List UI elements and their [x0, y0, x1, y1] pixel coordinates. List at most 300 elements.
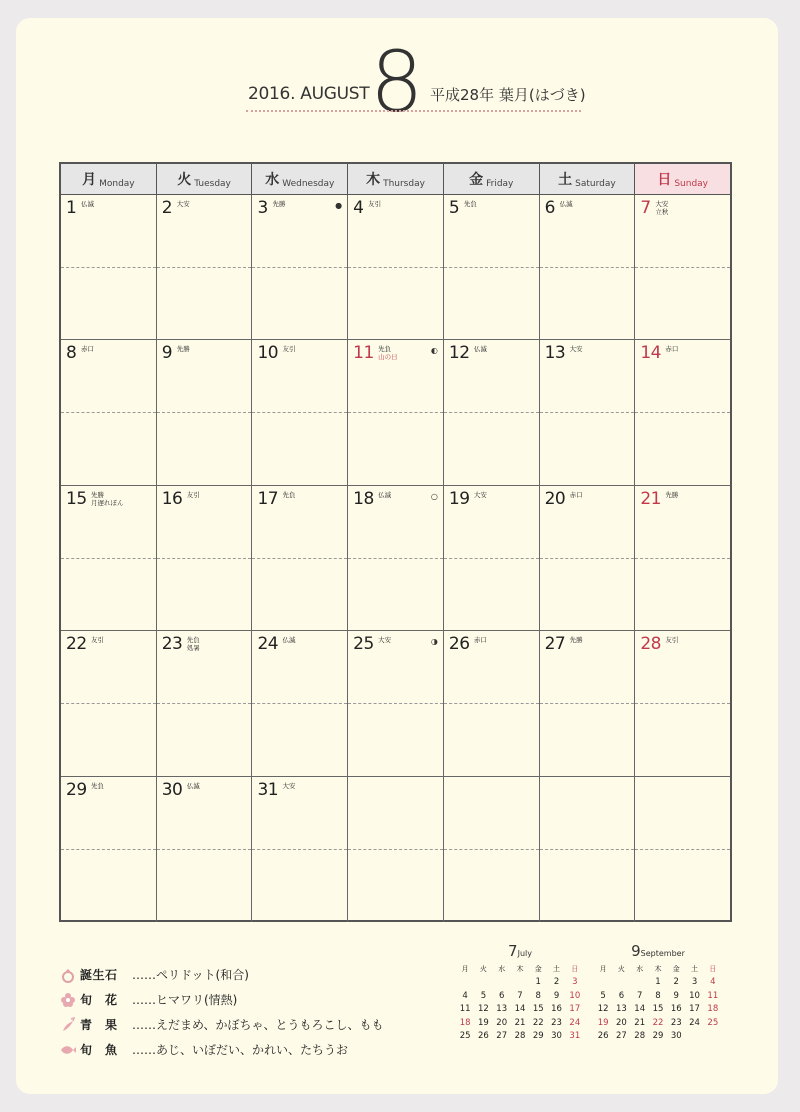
rokuyo-text: 友引 [186, 490, 200, 499]
day-cell-17[interactable] [252, 486, 348, 630]
memo-divider [540, 849, 635, 850]
rokuyo-label [655, 200, 668, 216]
weekday-kanji: 金 [469, 172, 484, 188]
mini-day [685, 1030, 703, 1044]
mini-day: 26 [597, 1031, 609, 1042]
rokuyo-label [665, 491, 678, 499]
mini-week-row [456, 976, 584, 990]
mini-day: 28 [634, 1031, 646, 1042]
calendar-page [16, 18, 778, 1094]
memo-divider [61, 267, 156, 268]
day-number: 22 [66, 634, 87, 655]
day-number: 1 [66, 198, 77, 218]
day-cell-26[interactable] [444, 631, 540, 775]
rokuyo-label [282, 345, 295, 353]
mini-weekday: 日 [571, 964, 579, 973]
mini-day: 22 [652, 1017, 664, 1028]
month-number: 8 [370, 33, 424, 131]
rokuyo-label [378, 345, 398, 361]
weekday-english: Thursday [383, 179, 425, 189]
weekday-english: Monday [99, 179, 135, 189]
day-number: 8 [66, 343, 77, 364]
week-rows [61, 195, 730, 920]
mini-day: 19 [478, 1017, 489, 1028]
memo-divider [61, 558, 156, 559]
ring-icon [60, 967, 76, 983]
rokuyo-label [665, 636, 678, 644]
mini-calendar-title [456, 942, 584, 962]
mini-day: 13 [616, 1004, 627, 1015]
mini-calendar-table [456, 962, 584, 1043]
memo-divider [157, 412, 252, 413]
info-row-3 [60, 1012, 400, 1037]
mini-week-row [456, 989, 584, 1003]
rokuyo-label [282, 782, 295, 790]
day-cell-13[interactable] [540, 340, 636, 484]
vegetable-icon [60, 1017, 76, 1033]
weekday-english: Wednesday [282, 179, 335, 189]
memo-divider [157, 849, 252, 850]
mini-week-row [594, 989, 722, 1003]
day-cell-24[interactable] [252, 631, 348, 775]
info-label: 青 果 [80, 1018, 118, 1032]
memo-divider [635, 558, 730, 559]
mini-header-row [456, 962, 584, 976]
empty-day-cell[interactable] [540, 777, 636, 922]
memo-divider [157, 558, 252, 559]
rokuyo-label [570, 636, 583, 644]
mini-day: 7 [517, 990, 523, 1001]
weekday-header-saturday [540, 164, 636, 194]
rokuyo-text: 先勝 [176, 345, 190, 354]
day-number: 23 [161, 634, 183, 655]
memo-divider [444, 558, 539, 559]
mini-day: 29 [652, 1031, 664, 1042]
day-number: 30 [161, 779, 183, 800]
mini-day: 5 [600, 990, 606, 1001]
day-number: 16 [161, 488, 183, 509]
day-number: 31 [257, 779, 279, 800]
day-number: 25 [353, 634, 374, 655]
rokuyo-text: 仏滅 [81, 200, 94, 208]
mini-day [594, 976, 612, 990]
day-number: 11 [353, 343, 374, 364]
mini-day: 3 [691, 977, 698, 988]
mini-day: 11 [707, 990, 719, 1001]
weekday-english: Sunday [674, 179, 709, 189]
rokuyo-text: 赤口 [473, 636, 487, 645]
rokuyo-label [187, 636, 200, 652]
memo-divider [348, 412, 443, 413]
rokuyo-text: 赤口 [81, 345, 94, 354]
mini-calendar-title [594, 942, 722, 962]
mini-month-name: September [640, 949, 685, 958]
memo-divider [252, 703, 347, 704]
mini-week-row [456, 1016, 584, 1030]
rokuyo-label [474, 491, 487, 499]
rokuyo-label [91, 782, 104, 790]
info-text: ……あじ、いぼだい、かれい、たちうお [132, 1043, 349, 1057]
mini-day: 12 [597, 1004, 609, 1015]
mini-day: 24 [569, 1017, 581, 1028]
day-cell-20[interactable] [540, 486, 636, 630]
mini-day [493, 976, 511, 990]
week-row [61, 777, 730, 922]
memo-divider [252, 558, 347, 559]
mini-day: 6 [498, 990, 505, 1001]
mini-day: 22 [532, 1017, 544, 1028]
rokuyo-label [91, 636, 104, 644]
rokuyo-label [91, 491, 124, 507]
weekday-kanji: 火 [177, 172, 192, 188]
rokuyo-text: 赤口 [569, 490, 583, 499]
day-cell-16[interactable] [157, 486, 253, 630]
day-cell-29[interactable] [61, 777, 157, 922]
mini-day [474, 976, 492, 990]
day-number: 26 [448, 634, 470, 655]
rokuyo-text: 先負 [378, 345, 392, 354]
mini-day: 25 [707, 1017, 719, 1028]
mini-weekday: 火 [617, 964, 625, 973]
day-note: 処暑 [186, 644, 200, 653]
mini-day: 4 [710, 977, 716, 988]
day-cell-2[interactable] [157, 195, 253, 339]
flower-icon-svg [60, 992, 76, 1008]
memo-divider [540, 412, 635, 413]
weekday-header-thursday [348, 164, 444, 194]
day-cell-23[interactable] [157, 631, 253, 775]
day-cell-11[interactable] [348, 340, 444, 484]
info-text: ……ヒマワリ(情熱) [132, 993, 238, 1007]
day-note: 月遅れぼん [91, 498, 124, 507]
mini-calendar-table [594, 962, 722, 1043]
vegetable-icon-svg [60, 1017, 76, 1033]
mini-week-row [594, 1030, 722, 1044]
day-number: 9 [161, 343, 173, 364]
day-cell-19[interactable] [444, 486, 540, 630]
day-number: 18 [353, 488, 374, 509]
info-text: ……えだまめ、かぼちゃ、とうもろこし、もも [132, 1018, 384, 1032]
mini-day: 12 [478, 1004, 489, 1015]
mini-month-number: 9 [631, 942, 641, 960]
mini-day: 13 [496, 1004, 508, 1015]
rokuyo-label [177, 345, 190, 353]
mini-day: 11 [459, 1004, 471, 1015]
day-number: 6 [544, 198, 555, 218]
mini-day: 30 [670, 1031, 682, 1042]
rokuyo-text: 仏滅 [186, 781, 200, 790]
mini-day: 27 [616, 1031, 627, 1042]
mini-day: 14 [514, 1004, 526, 1015]
rokuyo-label [474, 345, 487, 353]
mini-calendar-september [594, 942, 722, 1043]
week-row [61, 486, 730, 631]
memo-divider [540, 558, 635, 559]
mini-day: 5 [480, 990, 487, 1001]
mini-day: 2 [673, 977, 679, 988]
info-row-4 [60, 1037, 400, 1062]
day-note: 立秋 [655, 208, 669, 216]
day-cell-22[interactable] [61, 631, 157, 775]
rokuyo-label [282, 491, 295, 499]
day-number: 19 [448, 488, 470, 509]
rokuyo-label [378, 491, 391, 499]
day-cell-4[interactable] [348, 195, 444, 339]
day-cell-14[interactable] [635, 340, 730, 484]
day-cell-1[interactable] [61, 195, 157, 339]
mini-day: 26 [478, 1031, 489, 1042]
moon-phase-icon: ◐ [430, 346, 438, 356]
day-number: 2 [161, 198, 173, 218]
seasonal-info [60, 962, 400, 1062]
weekday-header-row [61, 164, 730, 195]
rokuyo-text: 先勝 [91, 490, 104, 499]
mini-weekday: 土 [553, 964, 561, 973]
rokuyo-text: 大安 [655, 200, 669, 208]
rokuyo-text: 大安 [569, 345, 583, 354]
memo-divider [444, 267, 539, 268]
day-cell-25[interactable] [348, 631, 444, 775]
dotted-divider [246, 110, 581, 112]
day-number: 17 [257, 488, 279, 509]
japanese-era-label: 平成28年 葉月(はづき) [430, 86, 586, 104]
rokuyo-text: 友引 [282, 345, 296, 354]
memo-divider [61, 703, 156, 704]
weekday-kanji: 日 [657, 172, 672, 188]
mini-day: 16 [551, 1004, 562, 1015]
week-row [61, 195, 730, 340]
rokuyo-text: 大安 [176, 200, 190, 208]
mini-weekday: 水 [498, 964, 506, 973]
memo-divider [252, 849, 347, 850]
mini-week-row [456, 1003, 584, 1017]
memo-divider [635, 703, 730, 704]
rokuyo-text: 先負 [186, 636, 200, 645]
mini-day: 17 [689, 1004, 700, 1015]
weekday-kanji: 月 [82, 172, 97, 188]
memo-divider [252, 412, 347, 413]
mini-day: 15 [532, 1004, 544, 1015]
mini-day: 21 [514, 1017, 526, 1028]
day-number: 13 [544, 343, 566, 364]
day-cell-27[interactable] [540, 631, 636, 775]
mini-week-row [594, 1003, 722, 1017]
day-number: 7 [640, 198, 651, 218]
rokuyo-text: 友引 [368, 200, 382, 208]
memo-divider [635, 849, 730, 850]
week-row [61, 340, 730, 485]
mini-day: 21 [634, 1017, 646, 1028]
mini-weekday: 木 [654, 964, 662, 973]
rokuyo-text: 仏滅 [473, 345, 487, 354]
memo-divider [540, 703, 635, 704]
mini-day: 9 [673, 990, 679, 1001]
rokuyo-label [81, 345, 94, 353]
flower-icon [60, 992, 76, 1008]
day-cell-7[interactable] [635, 195, 730, 339]
day-number: 4 [353, 198, 364, 218]
mini-calendar-july [456, 942, 584, 1043]
day-cell-30[interactable] [157, 777, 253, 922]
empty-day-cell[interactable] [635, 777, 730, 922]
ring-icon-svg [60, 967, 76, 983]
day-cell-3[interactable] [252, 195, 348, 339]
mini-week-row [456, 1030, 584, 1044]
mini-day [631, 976, 649, 990]
memo-divider [444, 849, 539, 850]
mini-day: 2 [553, 977, 560, 988]
weekday-kanji: 土 [558, 172, 573, 188]
empty-day-cell[interactable] [444, 777, 540, 922]
rokuyo-label [177, 200, 190, 208]
fish-icon [60, 1042, 76, 1058]
day-cell-5[interactable] [444, 195, 540, 339]
mini-week-row [594, 1016, 722, 1030]
empty-day-cell[interactable] [348, 777, 444, 922]
memo-divider [635, 412, 730, 413]
info-row-1 [60, 962, 400, 987]
mini-week-row [594, 976, 722, 990]
weekday-english: Saturday [575, 179, 616, 189]
rokuyo-label [272, 200, 285, 208]
rokuyo-label [378, 636, 391, 644]
mini-day: 16 [670, 1004, 682, 1015]
mini-header-row [594, 962, 722, 976]
mini-day: 30 [551, 1031, 562, 1042]
rokuyo-label [282, 636, 295, 644]
moon-phase-icon: ◑ [430, 637, 438, 647]
weekday-header-tuesday [157, 164, 253, 194]
mini-day: 15 [652, 1004, 664, 1015]
rokuyo-label [187, 491, 200, 499]
mini-day: 7 [636, 990, 643, 1001]
mini-day: 3 [572, 977, 578, 988]
rokuyo-label [368, 200, 381, 208]
day-number: 27 [544, 634, 566, 655]
info-row-2 [60, 987, 400, 1012]
day-cell-15[interactable] [61, 486, 157, 630]
mini-day [612, 976, 630, 990]
mini-day: 8 [535, 990, 541, 1001]
fish-icon-svg [60, 1042, 76, 1058]
day-number: 15 [66, 488, 87, 509]
mini-day [511, 976, 529, 990]
rokuyo-text: 大安 [473, 490, 487, 499]
rokuyo-label [81, 200, 94, 208]
memo-divider [61, 412, 156, 413]
memo-divider [444, 703, 539, 704]
mini-day: 6 [618, 990, 625, 1001]
day-cell-18[interactable] [348, 486, 444, 630]
day-number: 12 [448, 343, 470, 364]
moon-phase-icon: ○ [430, 491, 438, 501]
mini-weekday: 月 [461, 964, 469, 973]
rokuyo-text: 友引 [91, 636, 104, 645]
mini-day: 9 [553, 990, 560, 1001]
day-number: 28 [640, 634, 661, 655]
weekday-kanji: 木 [366, 172, 381, 188]
day-cell-28[interactable] [635, 631, 730, 775]
mini-day [704, 1030, 722, 1044]
rokuyo-label [474, 636, 487, 644]
day-cell-31[interactable] [252, 777, 348, 922]
mini-weekday: 木 [516, 964, 524, 973]
rokuyo-label [560, 200, 573, 208]
day-number: 21 [640, 488, 661, 509]
rokuyo-text: 仏滅 [559, 200, 573, 208]
memo-divider [635, 267, 730, 268]
info-label: 誕生石 [80, 968, 118, 982]
mini-day: 10 [689, 990, 700, 1001]
rokuyo-text: 先負 [91, 781, 104, 790]
day-cell-6[interactable] [540, 195, 636, 339]
week-row [61, 631, 730, 776]
mini-day: 19 [597, 1017, 609, 1028]
day-number: 3 [257, 198, 268, 218]
rokuyo-label [570, 345, 583, 353]
day-number: 10 [257, 343, 279, 364]
memo-divider [157, 267, 252, 268]
day-cell-10[interactable] [252, 340, 348, 484]
day-cell-9[interactable] [157, 340, 253, 484]
rokuyo-label [570, 491, 583, 499]
mini-month-name: July [517, 949, 532, 958]
mini-weekday: 月 [599, 964, 607, 973]
rokuyo-label [187, 782, 200, 790]
mini-day [456, 976, 474, 990]
memo-divider [157, 703, 252, 704]
day-number: 24 [257, 634, 279, 655]
memo-divider [348, 703, 443, 704]
month-grid [59, 162, 732, 922]
mini-day: 1 [655, 977, 661, 988]
rokuyo-text: 大安 [378, 636, 392, 645]
day-cell-8[interactable] [61, 340, 157, 484]
weekday-english: Tuesday [194, 179, 231, 189]
mini-day: 28 [514, 1031, 526, 1042]
weekday-english: Friday [486, 179, 514, 189]
mini-day: 20 [616, 1017, 627, 1028]
day-cell-21[interactable] [635, 486, 730, 630]
mini-day: 18 [707, 1004, 719, 1015]
mini-weekday: 水 [636, 964, 644, 973]
day-number: 14 [640, 343, 661, 364]
info-text: ……ペリドット(和合) [132, 968, 249, 982]
mini-day: 23 [551, 1017, 562, 1028]
mini-day: 17 [569, 1004, 581, 1015]
rokuyo-text: 友引 [665, 636, 679, 645]
rokuyo-text: 大安 [282, 781, 296, 790]
info-label: 旬 花 [80, 993, 118, 1007]
day-cell-12[interactable] [444, 340, 540, 484]
rokuyo-label [464, 200, 477, 208]
mini-day: 27 [496, 1031, 508, 1042]
memo-divider [348, 849, 443, 850]
mini-day: 18 [459, 1017, 471, 1028]
weekday-header-monday [61, 164, 157, 194]
mini-month-number: 7 [508, 942, 518, 960]
memo-divider [444, 412, 539, 413]
memo-divider [61, 849, 156, 850]
memo-divider [348, 267, 443, 268]
memo-divider [348, 558, 443, 559]
mini-day: 24 [689, 1017, 700, 1028]
rokuyo-label [665, 345, 678, 353]
mini-day: 25 [459, 1031, 471, 1042]
memo-divider [540, 267, 635, 268]
weekday-header-sunday [635, 164, 730, 194]
day-number: 5 [448, 198, 460, 218]
